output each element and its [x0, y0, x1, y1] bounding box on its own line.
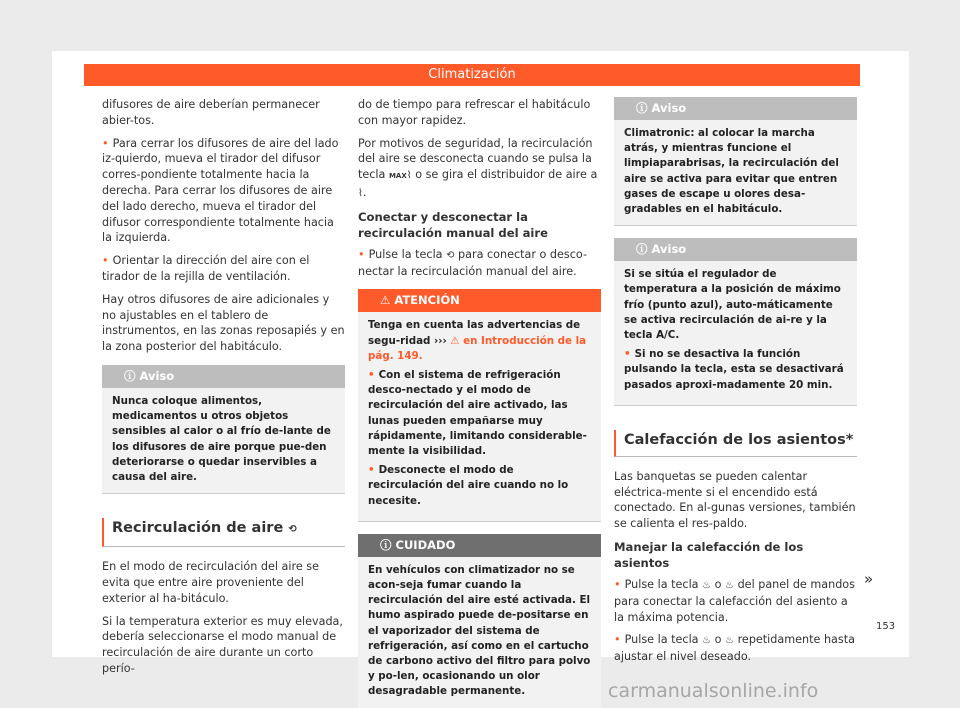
- warning-text: Tenga en cuenta las advertencias de segu-ridad: [368, 319, 581, 347]
- column-right: [614, 97, 857, 672]
- section-header: Climatización: [84, 64, 860, 86]
- caution-header: [358, 534, 601, 557]
- warning-body: [358, 312, 601, 520]
- max-defrost-icon: MAX: [388, 172, 407, 181]
- page-number: 153: [876, 621, 896, 632]
- recirculation-icon: ⟲: [446, 249, 455, 261]
- paragraph: Si la temperatura exterior es muy elevada, debería seleccionarse el modo manual de recirculación de aire durante un corto perío-: [102, 614, 343, 675]
- continue-indicator: »: [864, 570, 874, 588]
- windshield-icon: ⌇: [358, 187, 363, 199]
- note-paragraph: Si se sitúa el regulador de temperatura a la posición de máximo frío (punto azul), auto-máticamente se activa recirculación de ai-re y la tecla A/C.: [624, 268, 841, 342]
- note-body: Climatronic: al colocar la marcha atrás, y mientras funcione el limpiaparabrisas, la recirculación del aire se activa para evitar que entren gases de escape u olores desa-gradables en el habitáculo.: [624, 127, 839, 216]
- seat-heating-left-icon: ♨: [702, 580, 712, 592]
- page-frame-left: [0, 0, 52, 708]
- caution-title: CUIDADO: [395, 537, 456, 552]
- watermark: carmanualsonline.info: [608, 680, 819, 702]
- paragraph-text: o se gira el distribuidor de aire a: [415, 168, 598, 182]
- note-header: [102, 365, 345, 388]
- note-title: Aviso: [651, 242, 687, 257]
- warning-icon: ⚠: [380, 293, 395, 308]
- paragraph-text: Por motivos de seguridad, la recirculación del aire se desconecta cuando se pulsa la tecla: [358, 136, 593, 182]
- warning-title: ATENCIÓN: [394, 293, 460, 308]
- info-icon: ⓘ: [636, 101, 652, 115]
- caution-box: [358, 534, 601, 708]
- note-header: [614, 97, 857, 120]
- paragraph: Por motivos de seguridad, la recirculación del aire se desconecta cuando se pulsa la tecla MAX⌇ o se gira el distribuidor de aire a ⌇.: [358, 136, 601, 202]
- bullet-text: Con el sistema de refrigeración desco-nectado y el modo de recirculación del aire activado, las lunas pueden empañarse muy rápidamente, limitando considerable-mente la visibilidad.: [368, 368, 587, 457]
- warning-box: [358, 289, 601, 521]
- note-title: Aviso: [139, 368, 175, 383]
- seat-heating-right-icon: ♨: [725, 635, 735, 647]
- warning-header: [358, 289, 601, 312]
- bullet-text: repetidamente hasta ajustar el nivel deseado.: [614, 633, 855, 664]
- warning-icon: ⚠: [450, 334, 460, 347]
- paragraph: Hay otros difusores de aire adicionales y no ajustables en el tablero de instrumentos, en las zonas reposapiés y en la zona posterior del habitáculo.: [102, 292, 345, 354]
- bullet-text: para conectar o desco-nectar la recirculación manual del aire.: [358, 247, 587, 278]
- bullet-item: [358, 247, 601, 280]
- bullet-text: Pulse la tecla: [368, 247, 443, 261]
- note-header: [614, 238, 857, 261]
- seat-heating-left-icon: ♨: [702, 635, 712, 647]
- bullet-text: o: [714, 578, 722, 592]
- page-frame-top: [0, 0, 960, 51]
- note-box: [614, 97, 857, 226]
- bullet-item: [368, 368, 591, 459]
- paragraph: difusores de aire deberían permanecer abier-tos.: [102, 98, 320, 127]
- info-icon: ⓘ: [124, 368, 140, 383]
- bullet-item: [102, 253, 345, 285]
- bullet-text: del panel de mandos para conectar la calefacción del asiento a la máxima potencia.: [614, 578, 855, 624]
- bullet-text: Orientar la dirección del aire con el tirador de la rejilla de ventilación.: [102, 254, 310, 283]
- paragraph: do de tiempo para refrescar el habitáculo con mayor rapidez.: [358, 98, 591, 127]
- section-heading-recirculation: [102, 518, 345, 547]
- bullet-item: [614, 632, 857, 665]
- bullet-item: [368, 463, 591, 509]
- paragraph: En el modo de recirculación del aire se evita que entre aire proveniente del exterior al ha-bitáculo.: [102, 560, 319, 605]
- caution-icon: ⓘ: [380, 537, 396, 552]
- bullet-text: Para cerrar los difusores de aire del lado iz-quierdo, mueva el tirador del difusor corres-pondiente totalmente hacia la derecha. Para cerrar los difusores de aire del lado derecho, mueva el tirador del difusor correspondiente totalmente hacia la izquierda.: [102, 136, 339, 245]
- bullet-item: [624, 347, 847, 393]
- note-body: [614, 261, 857, 405]
- bullet-text: Pulse la tecla: [624, 633, 699, 647]
- defrost-icon: ⌇: [406, 170, 412, 182]
- bullet-item: [102, 136, 345, 247]
- note-title: Aviso: [651, 101, 687, 115]
- bullet-text: Si no se desactiva la función pulsando la tecla, esta se desactivará pasados aproxi-madamente 20 min.: [624, 348, 844, 391]
- bullet-item: [614, 577, 857, 625]
- note-box: [102, 365, 345, 494]
- paragraph: Las banquetas se pueden calentar eléctrica-mente si el encendido está conectado. En al-gunas versiones, también se calienta el res-paldo.: [614, 469, 856, 531]
- bullet-text: Pulse la tecla: [624, 578, 699, 592]
- seat-heating-right-icon: ♨: [725, 580, 735, 592]
- warning-paragraph: Tenga en cuenta las advertencias de segu-ridad ››› ⚠ en Introducción de la pág. 149.: [368, 319, 587, 362]
- note-body: Nunca coloque alimentos, medicamentos u otros objetos sensibles al calor o al frío de-lante de los difusores de aire porque pue-den deteriorarse o quedar inservibles a causa del aire.: [112, 394, 331, 483]
- cross-reference-link[interactable]: en Introducción de la pág. 149.: [368, 334, 587, 362]
- column-left: [102, 97, 345, 684]
- info-icon: ⓘ: [636, 242, 652, 257]
- page-frame-right: [909, 0, 960, 708]
- bullet-text: o: [714, 633, 722, 647]
- bullet-text: Desconecte el modo de recirculación del aire cuando no lo necesite.: [368, 464, 569, 507]
- subheading: Conectar y desconectar la recirculación manual del aire: [358, 209, 548, 240]
- section-heading-seat-heating: Calefacción de los asientos*: [614, 430, 857, 457]
- subheading: Manejar la calefacción de los asientos: [614, 540, 804, 571]
- column-middle: [358, 97, 601, 708]
- heading-text: Recirculación de aire: [112, 520, 284, 537]
- note-box: [614, 238, 857, 406]
- caution-body: En vehículos con climatizador no se acon-seja fumar cuando la recirculación del aire esté activada. El humo aspirado puede de-positarse en el vaporizador del sistema de refrigeración, así como en el cartucho de carbono activo del filtro para polvo y po-len, ocasionando un olor desagradable permanente.: [368, 563, 591, 698]
- recirculation-icon: ⟲: [288, 524, 297, 536]
